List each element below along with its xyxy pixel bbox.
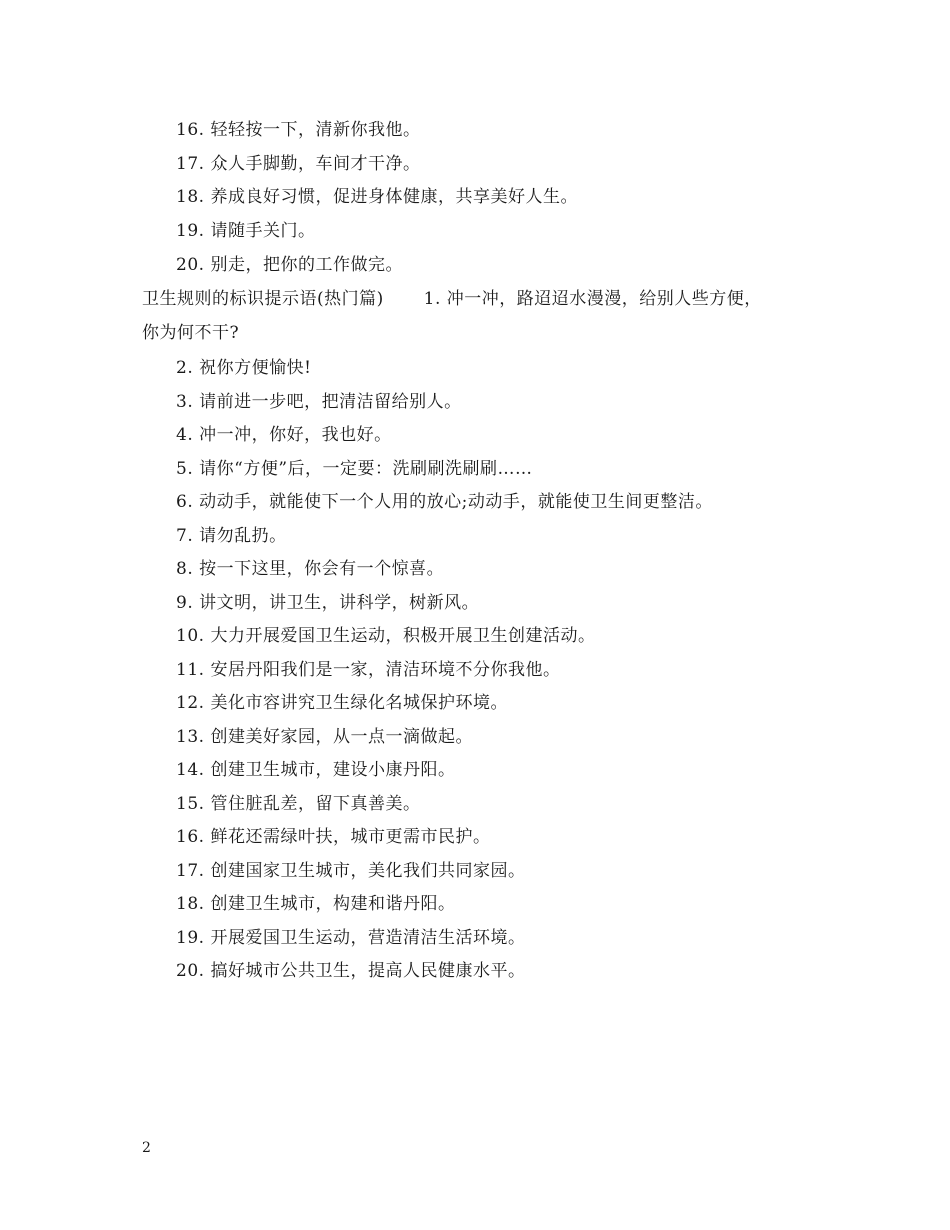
- list-item: 2. 祝你方便愉快!: [176, 358, 312, 378]
- list-item: 7. 请勿乱扔。: [176, 526, 287, 546]
- list-item: 10. 大力开展爱国卫生运动，积极开展卫生创建活动。: [176, 626, 596, 646]
- list-item: 8. 按一下这里，你会有一个惊喜。: [176, 559, 445, 579]
- list-item: 20. 搞好城市公共卫生，提高人民健康水平。: [176, 961, 526, 981]
- section-title: 卫生规则的标识提示语(热门篇): [142, 289, 384, 309]
- list-item: 18. 养成良好习惯，促进身体健康，共享美好人生。: [176, 187, 578, 207]
- list-item: 11. 安居丹阳我们是一家，清洁环境不分你我他。: [176, 660, 561, 680]
- list-item: 17. 创建国家卫生城市，美化我们共同家园。: [176, 861, 526, 881]
- list-item: 16. 轻轻按一下，清新你我他。: [176, 120, 421, 140]
- list-item-continuation: 你为何不干?: [142, 323, 240, 343]
- list-item: 19. 请随手关门。: [176, 221, 316, 241]
- list-item: 12. 美化市容讲究卫生绿化名城保护环境。: [176, 693, 508, 713]
- list-item: 6. 动动手，就能使下一个人用的放心;动动手，就能使卫生间更整洁。: [176, 492, 713, 512]
- list-item: 15. 管住脏乱差，留下真善美。: [176, 794, 421, 814]
- list-item: 3. 请前进一步吧，把清洁留给别人。: [176, 392, 462, 412]
- page-number: 2: [142, 1140, 151, 1156]
- list-item: 4. 冲一冲，你好，我也好。: [176, 425, 392, 445]
- list-item: 19. 开展爱国卫生运动，营造清洁生活环境。: [176, 928, 526, 948]
- list-item: 9. 讲文明，讲卫生，讲科学，树新风。: [176, 593, 480, 613]
- list-item: 20. 别走，把你的工作做完。: [176, 255, 403, 275]
- list-item: 17. 众人手脚勤，车间才干净。: [176, 154, 421, 174]
- list-item: 5. 请你“方便”后，一定要：洗刷刷洗刷刷……: [176, 459, 533, 479]
- list-item: 14. 创建卫生城市，建设小康丹阳。: [176, 760, 456, 780]
- section-heading-line: [142, 288, 762, 310]
- list-item: 1. 冲一冲，路迢迢水漫漫，给别人些方便，: [423, 289, 762, 309]
- list-item: 16. 鲜花还需绿叶扶，城市更需市民护。: [176, 827, 491, 847]
- list-item: 18. 创建卫生城市，构建和谐丹阳。: [176, 894, 456, 914]
- list-item: 13. 创建美好家园，从一点一滴做起。: [176, 727, 473, 747]
